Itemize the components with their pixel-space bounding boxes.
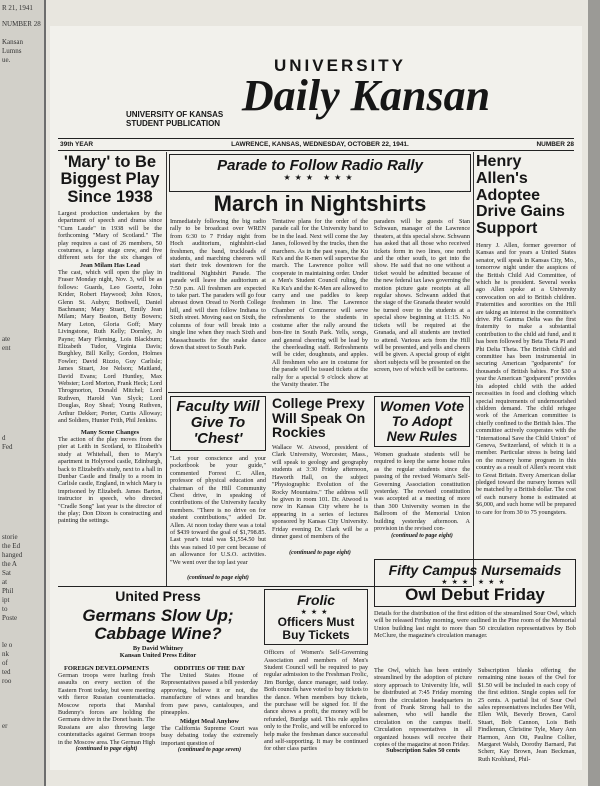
edge-fragment: storie (2, 533, 18, 541)
edge-fragment: the A (2, 560, 17, 568)
story-body: German troops were hurling fresh assaults on every section of the Eastern Front today, but were meeting with fierce Russian counterattacks. Moscow reports that Marshal Budenny's forces are holding the Germans drive in the Donet basin. The Russians are also throwing large counterattacks against German troops in the Moscow area. The German High (58, 672, 155, 746)
edge-fragment: ue. (2, 56, 11, 64)
story-women-vote (374, 396, 470, 556)
section-label: United Press (115, 588, 201, 604)
story-mary-play (58, 154, 162, 584)
edge-fragment: d (2, 434, 6, 442)
edge-fragment: at (2, 578, 8, 586)
edge-fragment: of (2, 659, 8, 667)
edge-fragment: the Ed (2, 542, 21, 550)
headline-box (374, 396, 470, 447)
story-body: Largest production undertaken by the department of speech and drama since "Cum Laude" in 1938 will be the forthcoming "Mary of Scotland." The play requires a cast of 26 members, 50 costumes, a large stage crew, and five different sets for the six changes of (58, 209, 162, 262)
story-body: paraders will be guests of Stan Schwaun, manager of the Lawrence theaters, at this special show. Schwann has asked that all those who received tickets form in two lines, one north and the other south, to get into the show. He said that no one without a ticket would be admitted because of the new federal tax laws governing the motion picture gate receipts at all regular shows. Schwann added that the stage of the Granada theater would be turned over to the students at a special show beginning at 11:15. No tickets will be required at the Granada, and all students are invited to attend. Various acts from the Hill will be presented, and yells and cheers will be given. A special group of eight short subjects will be presented on the screen, two of which will be cartoons. (374, 218, 470, 374)
story-body: The California Supreme Court was busy debating today the extremely important question of (161, 725, 258, 747)
edge-fragment: Lumns (2, 47, 22, 55)
headline-box (374, 559, 576, 607)
edge-fragment: er (2, 722, 8, 730)
masthead-rule-bottom (58, 150, 574, 151)
united-press-section (58, 589, 258, 767)
edge-fragment: roo (2, 677, 12, 685)
stars-ornament: ★★★ (300, 608, 332, 616)
dateline: LAWRENCE, KANSAS, WEDNESDAY, OCTOBER 22, 1941. (231, 141, 409, 148)
story-body: Wallace W. Atwood, president of Clark University, Worcester, Mass., will speak to geology and geography students at 3:30 Friday afternoon, Haworth Hall, on the subject "Physiographic Evolution of the Rocky Mountains." The address will be given in room 101. Dr. Atwood is now in Kansas City where he is appearing in a series of lectures sponsored by Kansas City University. Friday evening Dr. Clark will be a dinner guest of members of the (272, 444, 368, 540)
edge-fragment: ted (2, 668, 11, 676)
headline: Germans Slow Up; Cabbage Wine? (82, 605, 234, 643)
edge-fragment: NUMBER 28 (2, 20, 41, 28)
radio-rally-headline-box (169, 154, 471, 192)
continued-note: (continued to page eight) (187, 575, 249, 581)
headline: Women Vote To Adopt New Rules (379, 398, 464, 444)
story-body: Immediately following the big radio rally to be broadcast over WREN from 6:30 to 7 Friday night from Hoch auditorium, nightshirt-clad freshmen, the band, truckloads of students, and marching cheerers will start their trek downtown for the traditional Nightshirt Parade. The parade will leave the auditorium at 7:50 p.m. All freshmen are expected to take part. The paraders will go four abreast down Oread to North College hill, and will then follow Indiana to Sixth street. Moving east on Sixth, the columns of four will break into a single line when they reach Sixth and Massachusetts for the snake dance down that street to South Park. (170, 218, 266, 351)
story-faculty-chest (170, 396, 266, 588)
column-rule (166, 152, 167, 586)
subhead: Jean Milam Has Lead (79, 261, 141, 269)
continued-note: (continued to page eight) (391, 533, 453, 539)
edge-fragment: Sat (2, 569, 11, 577)
edge-fragment: nk (2, 650, 9, 658)
story-college-prexy (272, 396, 368, 588)
foreign-developments (58, 665, 155, 752)
edge-fragment: to (2, 605, 8, 613)
headline: College Prexy Will Speak On Rockies (272, 395, 366, 441)
edge-fragment: hanged (2, 551, 23, 559)
subhead: ODDITIES OF THE DAY (173, 665, 246, 672)
headline-box (264, 589, 368, 645)
story-body: The United States House of Representatives passed a bill yesterday approving, believe it or not, the manufacture of wines and brandies from paw paws, cantaloupes, and pineapples. (161, 672, 258, 716)
continued-note: (continued to page seven) (177, 747, 242, 753)
story-body: Women graduate students will be required to keep the same house rules as the regular students since the passing of the revised Woman's Self-Governing Association constitution yesterday. The revised constitution was accepted at a meeting of more than 300 University women in the Ballroom of the Memorial Union building yesterday afternoon. A provision in the revised con- (374, 451, 470, 533)
edge-fragment: Poste (2, 614, 18, 622)
masthead-title: Daily Kansan (241, 71, 491, 120)
headline: Owl Debut Friday (405, 585, 545, 604)
edge-fragment: le o (2, 641, 13, 649)
story-lead: Details for the distribution of the first edition of the streamlined Sour Owl, which will be released Friday morning, were outlined in the Pine room of the Memorial Union building last night to more than 50 circulation representatives by Bob McClure, the magazine's circulation manager. (374, 609, 576, 640)
edge-fragment: ent (2, 344, 11, 352)
headline: Henry Allen's Adoptee Drive Gains Support (476, 153, 565, 238)
story-body: "Let your conscience and your pocketbook be your guide," commented Forrest C. Allen, professor of physical education and chairman of the Hill Community Chest drive, in speaking of contributions of the University faculty members. "There is no drive on for student contributions," added Dr. Allen. At noon today there was a total of $439 toward the goal of $1,798.85. Last year's total was $1,554.50 but this was raised 10 per cent because of an allowance for U.S.O. activities. "We went over the top last year (170, 455, 266, 566)
story-body: Officers of Women's Self-Governing Association and members of Men's Student Council will be required to pay regular admission to the Freshman Frolic, Jim Burdge, dance manager, said today. Both councils have voted to buy tickets to the dance. When members buy tickets, the purchase will be signed for. If the dance shows a profit, the money will be refunded, Burdge said. This rule applies only to the Frolic, and will be enforced to help make the freshman dance successful and self-supporting. It may be continued for other class parties (264, 649, 368, 753)
story-sour-owl (374, 559, 576, 769)
story-body: The action of the play moves from the pier at Leith in Scotland, to Elizabeth's study at Whitehall, then to Mary's apartment in Holyrood castle, Edinburgh, back to Elizabeth's study, next to a hall in Dunbar Castle and finally to a room in Carlisle castle, England, in which Mary is imprisoned by Elizabeth. James Barton, instructor in speech, who directed "Cradle Song" last year is the director of the play; Don Dixon is constructing and painting the settings. (58, 435, 162, 525)
publication-label: UNIVERSITY OF KANSAS STUDENT PUBLICATION (126, 110, 224, 128)
subhead: Subscription Sales 50 cents (386, 747, 460, 754)
column-rule (473, 152, 474, 586)
headline: March in Nightshirts (213, 191, 427, 216)
right-page-edge (588, 0, 600, 786)
top-date-fragment: R 21, 1941 (2, 4, 33, 12)
headline: Frolic (296, 592, 336, 608)
story-henry-allen (476, 154, 576, 584)
story-frolic (264, 589, 368, 767)
newspaper-page (50, 26, 582, 770)
byline: By David Whitney (132, 644, 184, 652)
continued-note: (continued to page eight) (75, 746, 138, 752)
left-page-edge (0, 0, 46, 786)
story-body: Subscription blanks offering the remaining nine issues of the Owl for $1.50 will be included in each copy of the first edition. Single copies sell for 25 cents. A partial list of Sour Owl sales representatives includes Bee Wilt, Ellen Wilt, Beverly Brown, Carol Stuart, Bob Cannon, Lois Beth Findlemun, Christine Tyle, Mary Ann Harmon, Ann Ott, Pauline Collier, Margaret Walsh, Dorothy Barnard, Pat Scherr, Kay Brown, Jean Beckman, Ruth Krohlund, Phil- (478, 667, 576, 763)
edge-fragment: ipt (2, 596, 10, 604)
story-body: Tentative plans for the order of the parade call for the University band to be in the lead. Next will come the Jay Janes, followed by the trucks, then the marchers. As in the past years, the Ku Ku's and the K-men will supervise the march. The Lawrence police will cooperate in maintaining order. Under a Men's Student Council ruling, the Ku Ku's and the K-Men are allowed to carry and use paddles to keep freshmen in line. The Lawrence Chamber of Commerce will serve refreshments to the students in costume after the rally around the bon-fire in South Park. Yells, songs, and general cheering will be lead by the cheerleading staff. Refreshments will be cider, doughnuts, and apples. All freshmen who are in costume for the parade will be issued tickets at the rally for a special 9 o'clock show at the Varsity theater. The (272, 218, 368, 388)
subhead: FOREIGN DEVELOPMENTS (63, 665, 150, 672)
edge-fragment: ate (2, 335, 11, 343)
owl-column-a (374, 667, 472, 754)
story-body: Henry J. Allen, former governor of Kansas and for years a United States senator, will speak in Kansas City, Mo., tomorrow night under the auspices of the British Child Aid Committee, of which he is president. Several weeks ago Allen spoke at a University convocation on aid to British children. Fraternities and sororities on the Hill are taking an interest in the committee's drive. Phi Gamma Delta was the first fraternity to make a substantial contribution to the child aid fund, and it has been followed by Beta Theta Pi and Phi Delta Theta. The British Child aid committee has been instrumental in securing American "godparents" for thousands of British babies. For $30 a year the American "godparent" provides his adopted child with the added necessities in food and clothing which special requirements of undernourished children demand. The child refugee work of the American committee is chiefly confined to the British Isles. The committee actively cooperates with the "International Save the Child Union" of Geneva, Switzerland, of which it is a member. Particular stress is being laid on the nursery home program in this country as a result of Allen's recent visit to Great Britain. Every American dollar pledged toward the nursery homes will be matched by a British dollar. The cost of each nursery home is estimated at $6,000, and such home will be prepared to care for from 30 to 75 youngsters. (476, 241, 576, 516)
continued-note: (continued to page eight) (289, 550, 351, 557)
headline: Officers Must Buy Tickets (277, 615, 355, 642)
section-rule (168, 392, 472, 393)
stars-ornament: ★★★ ★★★ (441, 578, 509, 586)
edge-fragment: Fed (2, 443, 13, 451)
masthead-university: UNIVERSITY (273, 56, 407, 75)
issue-number: NUMBER 28 (536, 141, 574, 148)
story-body: The Owl, which has been entirely streamlined by the adoption of picture story approach to University life, will be distributed at 7:45 Friday morning from the circulation headquarters in front of Frank Strong hall to the salesmen, who will handle the circulation on the campus itself. Circulation representatives in all organized houses will receive their copies of the magazine at noon Friday. (374, 667, 472, 747)
stars-ornament: ★★★ ★★★ (283, 173, 357, 182)
subhead: Many Scene Changes (80, 428, 140, 436)
subhead: Midget Meal Anyhow (180, 718, 239, 725)
year-label: 39th YEAR (60, 141, 94, 148)
masthead-rule-top (58, 138, 574, 139)
edge-fragment: Kansan (2, 38, 23, 46)
oddities-of-the-day (161, 665, 258, 753)
owl-column-b (478, 667, 576, 763)
byline-title: Kansan United Press Editor (119, 651, 197, 659)
headline: 'Mary' to Be Biggest Play Since 1938 (60, 153, 160, 206)
story-body: The cast, which will open the play in Fraser Monday night, Nov. 3, will be as follows: Guards, Leo Goertz, John Krider, Robert Haywood; John Knox, Glenn St. Aubyn; Bothwell, Daniel Bachmann; Mary Stuart, Emily Jean Milam; Mary Beaton, Betty Bowers; Mary Leton, Gloria Goff; Mary Livingstone, Ruth Kelly; Dornley, Jo Payne; Mary Fleming, Lois Blackburn; Elizabeth Tudor, Virginia Davis; Burghley, Bill Kelly; Gordon, Holmes Fowler; David Rizzio, Guy Carlisle; James Stuart, Joe Nelson; Maitland, David Evans; Lord Huntley, Max Webster; Lord Morton, Frank Heck; Lord Throgmorton, Donald Mitchel; Lord Ruthven, Harold Van Slyck; Lord Douglas, Roy Sheaf; Young Ruthven, Arthur Dekker; Porter, Curtis Alloway; and Soldiers, Hunter Frith, Phil Jenkins. (58, 268, 162, 425)
headline: Faculty Will Give To 'Chest' (176, 398, 260, 447)
headline: Parade to Follow Radio Rally (217, 157, 423, 174)
headline: Fifty Campus Nursemaids (388, 562, 562, 578)
headline-box (170, 396, 266, 451)
edge-fragment: Phil (2, 587, 14, 595)
